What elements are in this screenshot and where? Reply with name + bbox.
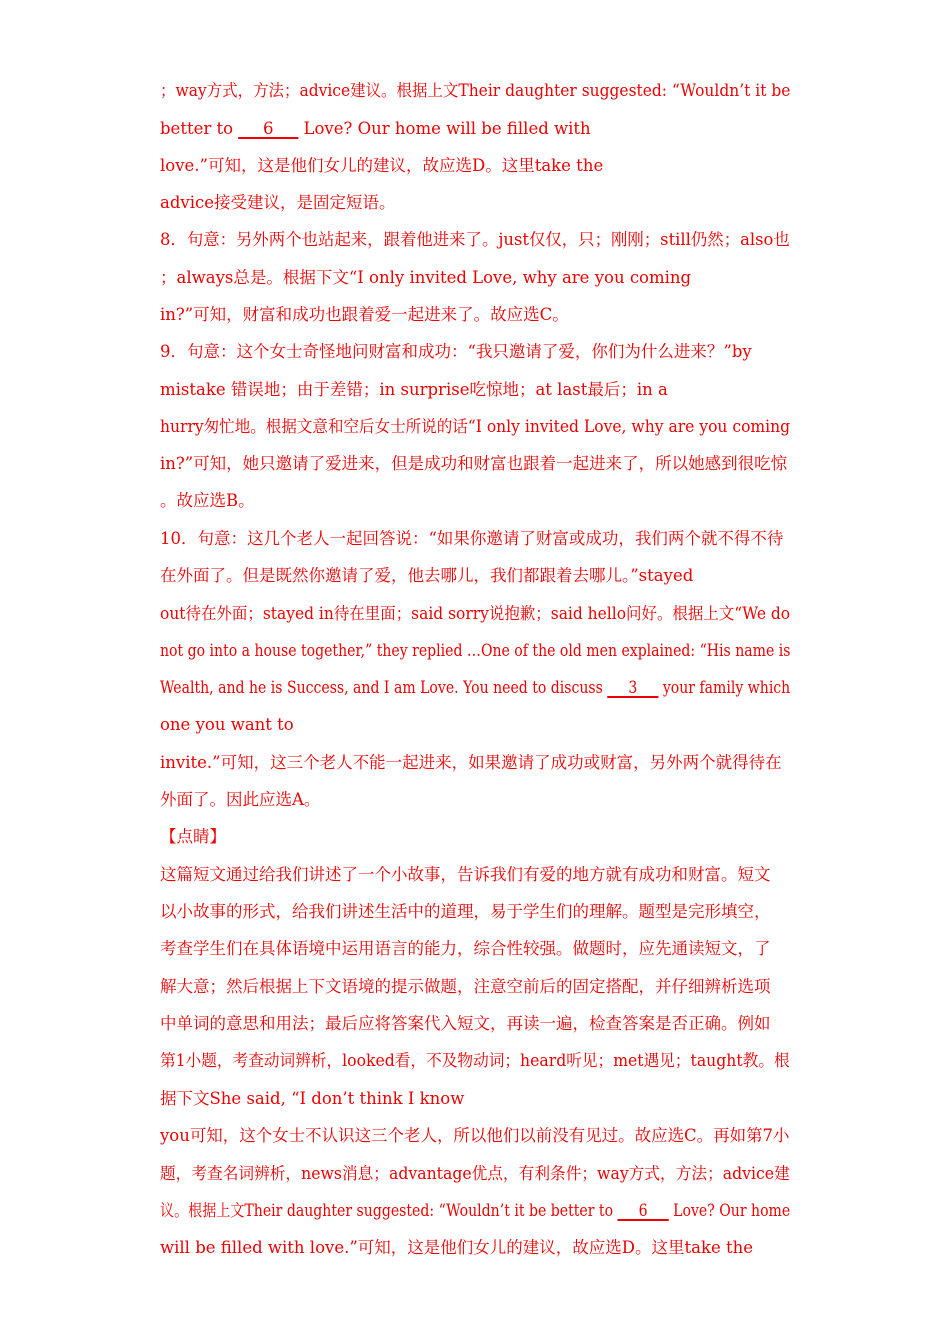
text-segment: one you want to (160, 715, 294, 734)
text-segment: 外面了。因此应选A。 (160, 790, 321, 809)
text-line (160, 155, 603, 177)
text-line (160, 1163, 790, 1185)
text-segment: 9．句意：这个女士奇怪地问财富和成功：“我只邀请了爱，你们为什么进来？”by (160, 342, 752, 361)
text-line (160, 1237, 753, 1259)
answer-blank: ___3___ (607, 678, 659, 697)
text-line (160, 976, 771, 998)
text-segment: 题，考查名词辨析，news消息；advantage优点，有利条件；way方式，方法；advice建 (160, 1164, 790, 1183)
text-segment: will be filled with love.”可知，这是他们女儿的建议，故应选D。这里take the (160, 1238, 754, 1257)
text-segment: in?”可知，她只邀请了爱进来，但是成功和财富也跟着一起进来了，所以她感到很吃惊 (160, 454, 788, 473)
text-segment: invite.”可知，这三个老人不能一起进来，如果邀请了成功或财富，另外两个就得待在 (160, 753, 782, 772)
text-line (160, 379, 668, 401)
text-line (160, 565, 693, 587)
text-segment: ；always总是。根据下文“I only invited Love, why are you coming (160, 268, 692, 287)
text-segment: hurry匆忙地。根据文意和空后女士所说的话“I only invited Love, why are you coming (160, 417, 791, 436)
text-segment: love.”可知，这是他们女儿的建议，故应选D。这里take the (160, 156, 604, 175)
text-line (160, 677, 790, 699)
text-line (160, 789, 320, 811)
text-line (160, 192, 396, 214)
text-segment: your family which (658, 678, 791, 697)
text-segment: 议。根据上文Their daughter suggested: “Wouldn’t it be better to (160, 1201, 618, 1220)
text-segment: 中单词的意思和用法；最后应将答案代入短文，再读一遍，检查答案是否正确。例如 (160, 1014, 771, 1033)
text-line (160, 341, 752, 363)
text-segment: advice接受建议，是固定短语。 (160, 193, 396, 212)
text-segment: Love? Our home will be filled with (298, 119, 591, 138)
text-line (160, 640, 790, 662)
text-segment: 据下文She said, “I don’t think I know (160, 1089, 465, 1108)
text-line (160, 528, 783, 550)
text-segment: 解大意；然后根据上下文语境的提示做题，注意空前后的固定搭配，并仔细辨析选项 (160, 977, 771, 996)
text-segment: you可知，这个女士不认识这三个老人，所以他们以前没有见过。故应选C。再如第7小 (160, 1126, 790, 1145)
text-segment: 10．句意：这几个老人一起回答说：“如果你邀请了财富或成功，我们两个就不得不待 (160, 529, 784, 548)
text-line (160, 1088, 464, 1110)
text-line (160, 938, 771, 960)
text-segment: 【点睛】 (160, 827, 226, 846)
text-segment: 在外面了。但是既然你邀请了爱，他去哪儿，我们都跟着去哪儿。”stayed (160, 566, 694, 585)
text-line (160, 1200, 790, 1222)
text-segment: ；way方式，方法；advice建议。根据上文Their daughter suggested: “Wouldn’t it be (160, 81, 791, 100)
text-segment: 8．句意：另外两个也站起来，跟着他进来了。just仅仅，只；刚刚；still仍然；also也 (160, 230, 790, 249)
text-segment: 以小故事的形式，给我们讲述生活中的道理，易于学生们的理解。题型是完形填空， (160, 902, 771, 921)
text-segment: not go into a house together,” they replied …One of the old men explained: “His name is (160, 641, 791, 660)
text-segment: Wealth, and he is Success, and I am Love. You need to discuss (160, 678, 608, 697)
text-segment: 考查学生们在具体语境中运用语言的能力，综合性较强。做题时，应先通读短文，了 (160, 939, 771, 958)
text-line (160, 229, 790, 251)
text-segment: Love? Our home (668, 1201, 791, 1220)
text-line (160, 80, 790, 102)
text-line (160, 490, 255, 512)
text-segment: 。故应选B。 (160, 491, 255, 510)
text-segment: 这篇短文通过给我们讲述了一个小故事，告诉我们有爱的地方就有成功和财富。短文 (160, 865, 771, 884)
text-line (160, 1013, 771, 1035)
text-segment: 第1小题，考查动词辨析，looked看，不及物动词；heard听见；met遇见；taught教。根 (160, 1051, 790, 1070)
text-line (160, 304, 569, 326)
text-line (160, 1050, 790, 1072)
text-line (160, 267, 691, 289)
answer-blank: ___6___ (238, 119, 299, 138)
text-segment: in?”可知，财富和成功也跟着爱一起进来了。故应选C。 (160, 305, 569, 324)
text-line (160, 826, 226, 848)
text-line (160, 1125, 790, 1147)
answer-blank: ___6___ (617, 1201, 669, 1220)
text-segment: out待在外面；stayed in待在里面；said sorry说抱歉；said hello问好。根据上文“We do (160, 604, 791, 623)
text-line (160, 752, 782, 774)
text-line (160, 714, 294, 736)
text-line (160, 416, 790, 438)
text-segment: mistake 错误地；由于差错；in surprise吃惊地；at last最后；in a (160, 380, 668, 399)
text-line (160, 864, 771, 886)
text-line (160, 118, 591, 140)
text-line (160, 901, 771, 923)
text-segment: better to (160, 119, 239, 138)
text-line (160, 603, 790, 625)
text-line (160, 453, 787, 475)
